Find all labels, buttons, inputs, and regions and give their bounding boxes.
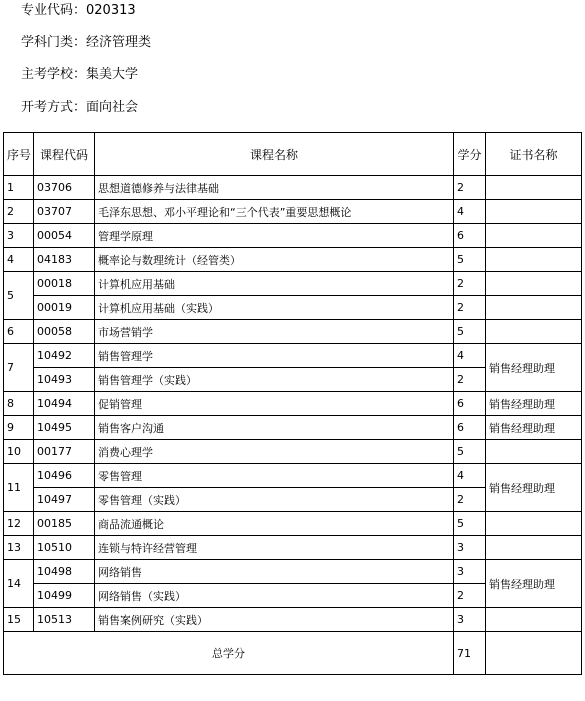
credits-cell: 4	[454, 200, 486, 224]
course-code-cell: 10510	[34, 536, 95, 560]
seq-cell: 13	[4, 536, 34, 560]
table-row	[4, 392, 582, 416]
header-course-name: 课程名称	[95, 133, 454, 176]
course-code-cell: 10492	[34, 344, 95, 368]
table-row	[4, 224, 582, 248]
credits-cell: 6	[454, 224, 486, 248]
table-row	[4, 344, 582, 368]
course-table	[3, 132, 582, 675]
total-credits-label: 总学分	[4, 632, 454, 675]
credits-cell: 3	[454, 536, 486, 560]
credits-cell: 2	[454, 368, 486, 392]
certificate-cell: 销售经理助理	[486, 464, 582, 512]
seq-cell: 2	[4, 200, 34, 224]
course-name-cell: 销售客户沟通	[95, 416, 454, 440]
certificate-cell	[486, 176, 582, 200]
course-code-cell: 10499	[34, 584, 95, 608]
credits-cell: 6	[454, 392, 486, 416]
course-code-cell: 03707	[34, 200, 95, 224]
seq-cell: 10	[4, 440, 34, 464]
discipline-label: 学科门类：	[21, 35, 87, 50]
seq-cell: 4	[4, 248, 34, 272]
course-name-cell: 零售管理（实践）	[95, 488, 454, 512]
credits-cell: 2	[454, 176, 486, 200]
certificate-cell	[486, 536, 582, 560]
credits-cell: 5	[454, 440, 486, 464]
header-course-code: 课程代码	[34, 133, 95, 176]
table-row	[4, 248, 582, 272]
course-name-cell: 商品流通概论	[95, 512, 454, 536]
course-code-cell: 10495	[34, 416, 95, 440]
course-name-cell: 连锁与特许经营管理	[95, 536, 454, 560]
course-code-cell: 00054	[34, 224, 95, 248]
credits-cell: 5	[454, 512, 486, 536]
course-name-cell: 概率论与数理统计（经管类）	[95, 248, 454, 272]
total-row	[4, 632, 582, 675]
credits-cell: 3	[454, 560, 486, 584]
seq-cell: 15	[4, 608, 34, 632]
exam-mode-line	[21, 100, 138, 116]
table-row	[4, 512, 582, 536]
course-name-cell: 销售案例研究（实践）	[95, 608, 454, 632]
seq-cell: 9	[4, 416, 34, 440]
table-row	[4, 440, 582, 464]
credits-cell: 5	[454, 320, 486, 344]
table-row	[4, 464, 582, 488]
seq-cell: 12	[4, 512, 34, 536]
table-row	[4, 296, 582, 320]
table-row	[4, 536, 582, 560]
course-code-cell: 04183	[34, 248, 95, 272]
credits-cell: 3	[454, 608, 486, 632]
table-header-row	[4, 133, 582, 176]
major-code-label: 专业代码：	[21, 3, 87, 18]
certificate-cell	[486, 608, 582, 632]
certificate-cell	[486, 440, 582, 464]
course-name-cell: 零售管理	[95, 464, 454, 488]
seq-cell: 11	[4, 464, 34, 512]
exam-mode-label: 开考方式：	[21, 100, 87, 115]
course-name-cell: 思想道德修养与法律基础	[95, 176, 454, 200]
credits-cell: 4	[454, 464, 486, 488]
course-name-cell: 毛泽东思想、邓小平理论和“三个代表”重要思想概论	[95, 200, 454, 224]
certificate-cell	[486, 224, 582, 248]
certificate-cell	[486, 512, 582, 536]
seq-cell: 3	[4, 224, 34, 248]
seq-cell: 8	[4, 392, 34, 416]
course-name-cell: 促销管理	[95, 392, 454, 416]
credits-cell: 6	[454, 416, 486, 440]
course-code-cell: 10498	[34, 560, 95, 584]
credits-cell: 2	[454, 272, 486, 296]
header-seq: 序号	[4, 133, 34, 176]
seq-cell: 14	[4, 560, 34, 608]
credits-cell: 2	[454, 488, 486, 512]
table-row	[4, 176, 582, 200]
header-credits: 学分	[454, 133, 486, 176]
seq-cell: 7	[4, 344, 34, 392]
seq-cell: 1	[4, 176, 34, 200]
major-code-value: 020313	[86, 3, 136, 18]
certificate-cell: 销售经理助理	[486, 344, 582, 392]
course-code-cell: 00185	[34, 512, 95, 536]
discipline-line	[21, 35, 151, 51]
course-name-cell: 销售管理学	[95, 344, 454, 368]
certificate-cell	[486, 320, 582, 344]
table-row	[4, 416, 582, 440]
major-code-line	[21, 3, 136, 19]
course-name-cell: 计算机应用基础	[95, 272, 454, 296]
discipline-value: 经济管理类	[86, 35, 152, 50]
course-name-cell: 消费心理学	[95, 440, 454, 464]
course-code-cell: 00058	[34, 320, 95, 344]
host-school-value: 集美大学	[86, 67, 139, 82]
host-school-line	[21, 67, 138, 83]
table-row	[4, 272, 582, 296]
certificate-cell: 销售经理助理	[486, 392, 582, 416]
course-name-cell: 计算机应用基础（实践）	[95, 296, 454, 320]
table-row	[4, 200, 582, 224]
course-code-cell: 03706	[34, 176, 95, 200]
certificate-cell	[486, 200, 582, 224]
certificate-cell	[486, 296, 582, 320]
credits-cell: 2	[454, 296, 486, 320]
table-row	[4, 560, 582, 584]
total-credits-value: 71	[454, 632, 486, 675]
course-code-cell: 00177	[34, 440, 95, 464]
course-name-cell: 销售管理学（实践）	[95, 368, 454, 392]
seq-cell: 5	[4, 272, 34, 320]
table-row	[4, 608, 582, 632]
exam-mode-value: 面向社会	[86, 100, 139, 115]
header-certificate: 证书名称	[486, 133, 582, 176]
course-name-cell: 管理学原理	[95, 224, 454, 248]
host-school-label: 主考学校：	[21, 67, 87, 82]
course-code-cell: 10496	[34, 464, 95, 488]
course-code-cell: 00018	[34, 272, 95, 296]
credits-cell: 2	[454, 584, 486, 608]
course-code-cell: 10494	[34, 392, 95, 416]
course-code-cell: 10513	[34, 608, 95, 632]
certificate-cell: 销售经理助理	[486, 560, 582, 608]
seq-cell: 6	[4, 320, 34, 344]
course-code-cell: 10497	[34, 488, 95, 512]
course-code-cell: 00019	[34, 296, 95, 320]
certificate-cell	[486, 248, 582, 272]
certificate-cell: 销售经理助理	[486, 416, 582, 440]
course-code-cell: 10493	[34, 368, 95, 392]
course-name-cell: 市场营销学	[95, 320, 454, 344]
credits-cell: 4	[454, 344, 486, 368]
course-name-cell: 网络销售	[95, 560, 454, 584]
table-row	[4, 320, 582, 344]
certificate-cell	[486, 272, 582, 296]
course-name-cell: 网络销售（实践）	[95, 584, 454, 608]
total-certificate-cell	[486, 632, 582, 675]
credits-cell: 5	[454, 248, 486, 272]
